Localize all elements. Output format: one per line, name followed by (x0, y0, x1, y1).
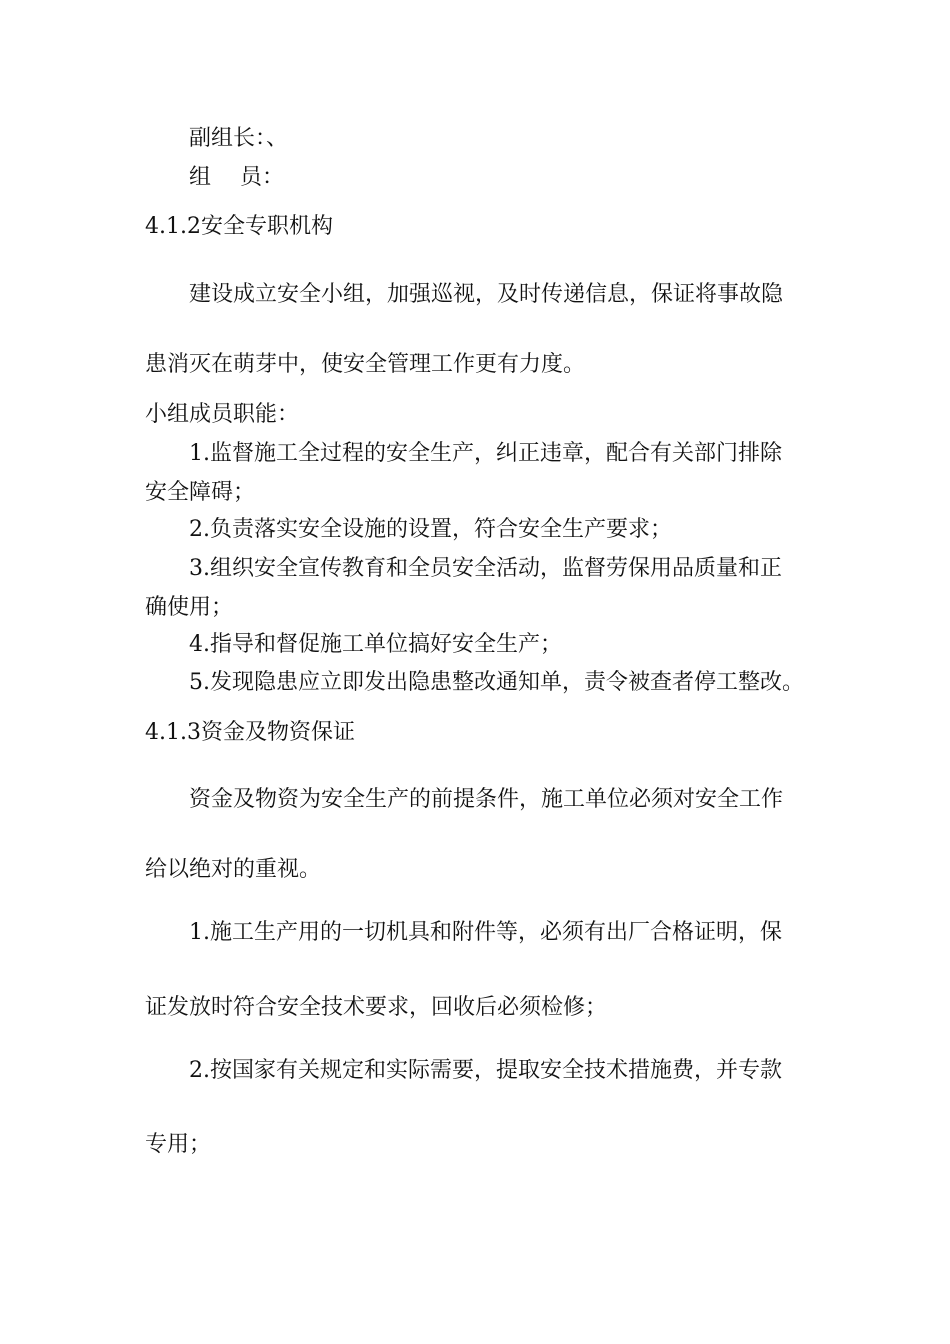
list-item-line: 2.按国家有关规定和实际需要，提取安全技术措施费，并专款 (189, 1058, 782, 1083)
section-heading-4-1-3: 4.1.3资金及物资保证 (145, 720, 355, 745)
list-item-line: 专用； (145, 1132, 212, 1157)
paragraph-line: 资金及物资为安全生产的前提条件，施工单位必须对安全工作 (189, 787, 784, 812)
list-item-line: 5.发现隐患应立即发出隐患整改通知单，责令被查者停工整改。 (189, 670, 804, 695)
members-line: 组 员： (189, 165, 284, 190)
list-item-line: 证发放时符合安全技术要求，回收后必须检修； (145, 995, 608, 1020)
paragraph-line: 患消灭在萌芽中，使安全管理工作更有力度。 (145, 352, 586, 377)
paragraph-line: 建设成立安全小组，加强巡视，及时传递信息，保证将事故隐 (189, 282, 784, 307)
deputy-leader-line: 副组长：、 (189, 126, 289, 151)
list-item-line: 3.组织安全宣传教育和全员安全活动，监督劳保用品质量和正 (189, 556, 782, 581)
list-item-line: 确使用； (145, 595, 234, 620)
list-item-line: 1.施工生产用的一切机具和附件等，必须有出厂合格证明，保 (189, 920, 782, 945)
section-heading-4-1-2: 4.1.2安全专职机构 (145, 214, 333, 239)
paragraph-line: 给以绝对的重视。 (145, 857, 322, 882)
duties-heading: 小组成员职能： (145, 402, 300, 427)
list-item-line: 2.负责落实安全设施的设置，符合安全生产要求； (189, 517, 672, 542)
list-item-line: 1.监督施工全过程的安全生产，纠正违章，配合有关部门排除 (189, 441, 782, 466)
list-item-line: 4.指导和督促施工单位搞好安全生产； (189, 632, 562, 657)
list-item-line: 安全障碍； (145, 480, 256, 505)
